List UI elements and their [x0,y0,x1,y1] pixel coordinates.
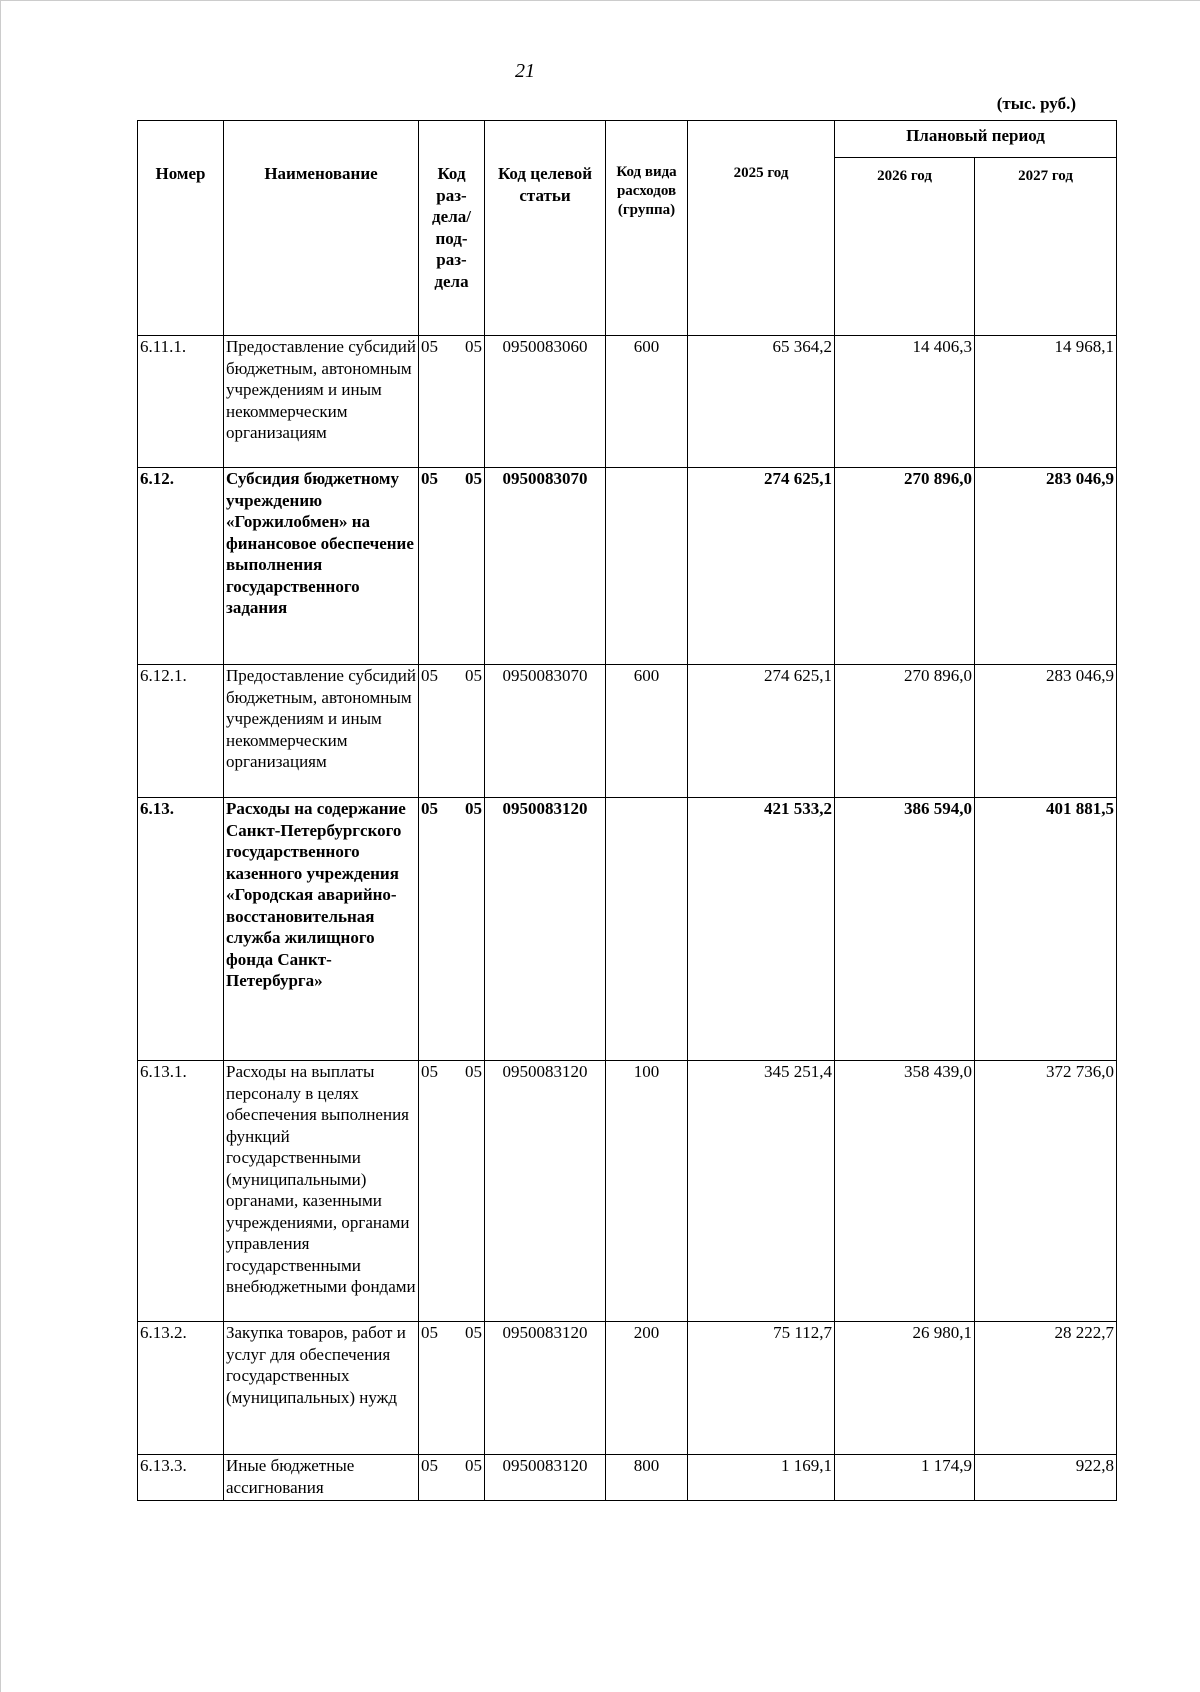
row-name: Предоставление субсидий бюджетным, автономным учреждениям и иным некоммерческим организациям [224,665,419,798]
row-rz: 05 [421,469,438,488]
row-prz: 05 [465,1323,482,1342]
row-2027: 922,8 [975,1455,1117,1501]
row-2025: 345 251,4 [688,1061,835,1322]
header-razdel: Код раз-дела/ под-раз-дела [419,121,485,336]
row-rz: 05 [421,799,438,818]
row-expense-type: 600 [606,665,688,798]
table-row [138,1455,1117,1501]
table-row [138,1322,1117,1455]
row-prz: 05 [465,1456,482,1475]
row-prz: 05 [465,1062,482,1081]
row-expense-type: 100 [606,1061,688,1322]
row-expense-type: 800 [606,1455,688,1501]
row-2026: 14 406,3 [835,336,975,468]
scan-edge-top [0,0,1200,1]
row-name: Расходы на содержание Санкт-Петербургского государственного казенного учреждения «Городская аварийно-восстановительная служба жилищного фонда Санкт-Петербурга» [224,798,419,1061]
row-name: Предоставление субсидий бюджетным, автономным учреждениям и иным некоммерческим организациям [224,336,419,468]
row-2025: 1 169,1 [688,1455,835,1501]
row-2027: 28 222,7 [975,1322,1117,1455]
row-2027: 283 046,9 [975,665,1117,798]
header-expense-type: Код вида расходов (группа) [606,121,688,336]
row-number: 6.12.1. [138,665,224,798]
row-target-code: 0950083070 [485,468,606,665]
row-2027: 283 046,9 [975,468,1117,665]
header-2027: 2027 год [975,158,1117,336]
row-number: 6.13.3. [138,1455,224,1501]
header-name: Наименование [224,121,419,336]
row-name: Субсидия бюджетному учреждению «Горжилобмен» на финансовое обеспечение выполнения государственного задания [224,468,419,665]
row-2025: 421 533,2 [688,798,835,1061]
row-name: Закупка товаров, работ и услуг для обеспечения государственных (муниципальных) нужд [224,1322,419,1455]
row-target-code: 0950083070 [485,665,606,798]
row-expense-type [606,798,688,1061]
row-2026: 270 896,0 [835,468,975,665]
row-razdel [419,1322,485,1455]
table-body [138,336,1117,1501]
row-2027: 401 881,5 [975,798,1117,1061]
row-razdel [419,1061,485,1322]
row-prz: 05 [465,469,482,488]
header-2025: 2025 год [688,121,835,336]
budget-table [137,120,1117,1501]
table-row [138,665,1117,798]
header-2026: 2026 год [835,158,975,336]
header-target-code: Код целевой статьи [485,121,606,336]
row-2026: 1 174,9 [835,1455,975,1501]
row-razdel [419,798,485,1061]
table-row [138,468,1117,665]
row-target-code: 0950083060 [485,336,606,468]
table-header [138,121,1117,336]
row-2025: 75 112,7 [688,1322,835,1455]
row-2025: 274 625,1 [688,665,835,798]
row-prz: 05 [465,799,482,818]
table-row [138,1061,1117,1322]
row-2026: 26 980,1 [835,1322,975,1455]
row-razdel [419,336,485,468]
row-number: 6.13.1. [138,1061,224,1322]
row-2025: 274 625,1 [688,468,835,665]
table-row [138,336,1117,468]
row-number: 6.12. [138,468,224,665]
row-razdel [419,665,485,798]
row-rz: 05 [421,1062,438,1081]
row-rz: 05 [421,1456,438,1475]
row-rz: 05 [421,1323,438,1342]
row-number: 6.13. [138,798,224,1061]
row-rz: 05 [421,666,438,685]
row-name: Расходы на выплаты персоналу в целях обеспечения выполнения функций государственными (муниципальными) органами, казенными учреждениями, органами управления государственными внебюджетными фондами [224,1061,419,1322]
row-expense-type: 600 [606,336,688,468]
row-target-code: 0950083120 [485,1322,606,1455]
scan-edge-left [0,0,1,1692]
page-number: 21 [515,60,535,82]
row-name: Иные бюджетные ассигнования [224,1455,419,1501]
row-expense-type: 200 [606,1322,688,1455]
units-label: (тыс. руб.) [996,94,1076,113]
row-2027: 14 968,1 [975,336,1117,468]
row-number: 6.11.1. [138,336,224,468]
row-2026: 386 594,0 [835,798,975,1061]
row-rz: 05 [421,337,438,356]
row-target-code: 0950083120 [485,1061,606,1322]
row-razdel [419,468,485,665]
row-2025: 65 364,2 [688,336,835,468]
row-2027: 372 736,0 [975,1061,1117,1322]
header-number: Номер [138,121,224,336]
row-prz: 05 [465,337,482,356]
row-number: 6.13.2. [138,1322,224,1455]
row-2026: 358 439,0 [835,1061,975,1322]
header-planned-period: Плановый период [835,121,1117,158]
row-target-code: 0950083120 [485,1455,606,1501]
row-target-code: 0950083120 [485,798,606,1061]
row-prz: 05 [465,666,482,685]
row-razdel [419,1455,485,1501]
row-2026: 270 896,0 [835,665,975,798]
table-row [138,798,1117,1061]
row-expense-type [606,468,688,665]
